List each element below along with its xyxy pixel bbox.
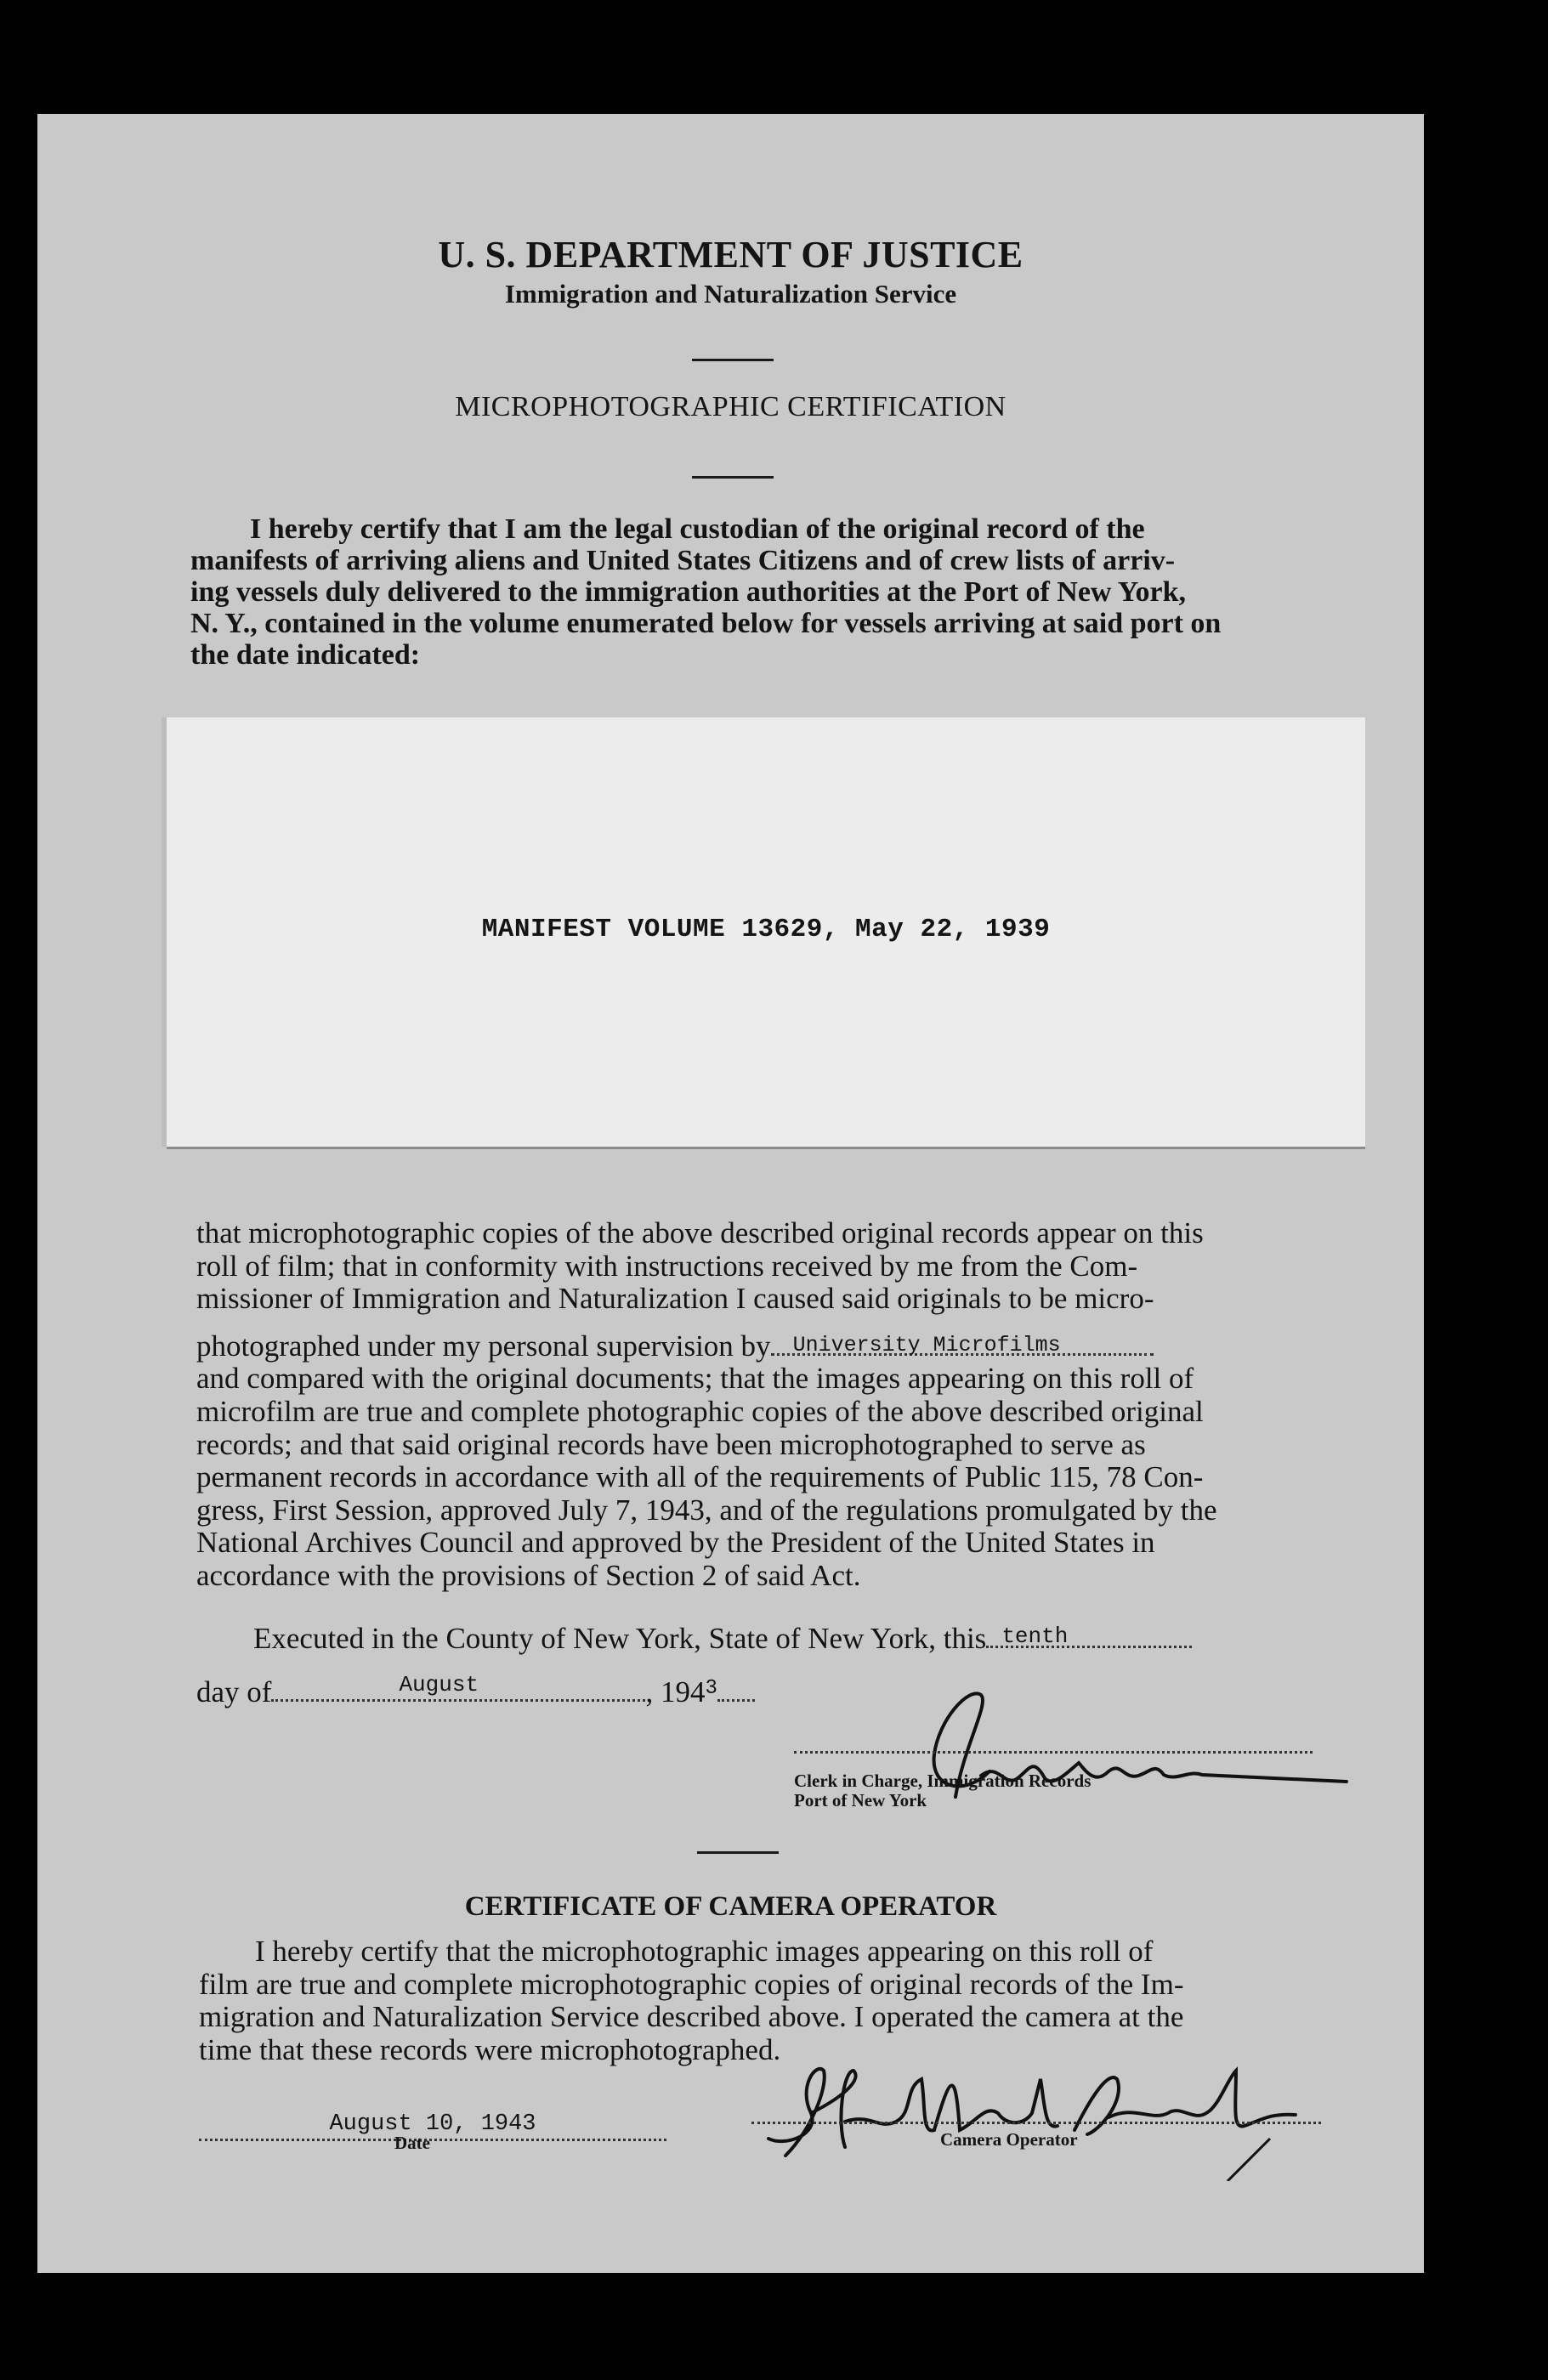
body-line: that microphotographic copies of the above described original records appear on this — [196, 1216, 1204, 1250]
camera-line: time that these records were microphotographed. — [199, 2032, 781, 2066]
intro-paragraph — [190, 513, 1279, 671]
day-value: tenth — [1001, 1624, 1069, 1649]
year-prefix: , 194 — [645, 1675, 706, 1708]
body-line: permanent records in accordance with all of the requirements of Public 115, 78 Con- — [196, 1460, 1204, 1494]
manifest-slip — [167, 717, 1365, 1147]
date-label: Date — [394, 2133, 430, 2153]
certificate-sheet — [37, 114, 1424, 2273]
body-line: National Archives Council and approved by the President of the United States in — [196, 1526, 1155, 1560]
service-subheading: Immigration and Naturalization Service — [504, 279, 957, 309]
operator-signature-line — [751, 2122, 1321, 2124]
operator-label: Camera Operator — [940, 2129, 1078, 2150]
body-paragraph — [196, 1217, 1318, 1593]
day-of-label: day of — [196, 1675, 272, 1708]
intro-line: manifests of arriving aliens and United States Citizens and of crew lists of arriv- — [190, 545, 1176, 576]
camera-line: migration and Naturalization Service described above. I operated the camera at the — [199, 2000, 1184, 2034]
camera-line: I hereby certify that the microphotographic images appearing on this roll of — [255, 1935, 1154, 1968]
intro-line: the date indicated: — [190, 639, 421, 671]
execution-prefix: Executed in the County of New York, State of New York, this — [253, 1622, 987, 1655]
supervisor-field — [771, 1328, 1154, 1356]
supervisor-value: University Microfilms — [792, 1332, 1061, 1357]
supervision-line — [196, 1328, 1318, 1363]
day-field — [986, 1620, 1192, 1648]
clerk-location: Port of New York — [794, 1790, 927, 1810]
body-line: roll of film; that in conformity with instructions received by me from the Com- — [196, 1249, 1138, 1283]
divider — [697, 1851, 779, 1854]
clerk-caption — [794, 1771, 1091, 1810]
divider — [692, 359, 774, 361]
body-line: gress, First Session, approved July 7, 1943, and of the regulations promulgated by the — [196, 1493, 1217, 1527]
date-field — [199, 2111, 666, 2141]
year-digit: 3 — [705, 1677, 717, 1700]
body-line: and compared with the original documents; that the images appearing on this roll of — [196, 1362, 1194, 1396]
manifest-volume-text: MANIFEST VOLUME 13629, May 22, 1939 — [481, 915, 1051, 944]
month-field — [271, 1674, 645, 1702]
intro-line: ing vessels duly delivered to the immigration authorities at the Port of New York, — [190, 576, 1186, 608]
body-line: accordance with the provisions of Section 2 of said Act. — [196, 1558, 861, 1592]
operator-signature — [751, 2054, 1330, 2181]
supervision-prefix: photographed under my personal supervision by — [196, 1329, 771, 1363]
clerk-signature-line — [794, 1751, 1313, 1754]
month-value: August — [399, 1672, 479, 1697]
body-line: missioner of Immigration and Naturalization I caused said originals to be micro- — [196, 1282, 1154, 1316]
camera-paragraph — [199, 1935, 1319, 2066]
intro-line: N. Y., contained in the volume enumerated below for vessels arriving at said port on — [190, 608, 1222, 639]
camera-line: film are true and complete microphotographic copies of original records of the Im- — [199, 1967, 1184, 2001]
clerk-title: Clerk in Charge, Immigration Records — [794, 1771, 1092, 1791]
clerk-signature — [853, 1669, 1364, 1865]
date-value: August 10, 1943 — [329, 2111, 536, 2137]
department-heading: U. S. DEPARTMENT OF JUSTICE — [438, 234, 1023, 275]
body-line: microfilm are true and complete photographic copies of the above described original — [196, 1394, 1204, 1428]
body-line: records; and that said original records have been microphotographed to serve as — [196, 1427, 1146, 1461]
intro-line: I hereby certify that I am the legal custodian of the original record of the — [250, 513, 1145, 545]
certification-title: MICROPHOTOGRAPHIC CERTIFICATION — [455, 391, 1006, 422]
camera-certificate-title: CERTIFICATE OF CAMERA OPERATOR — [464, 1891, 997, 1922]
execution-line — [253, 1620, 1324, 1656]
divider — [692, 476, 774, 479]
date-line — [196, 1674, 755, 1714]
year-dots — [717, 1699, 755, 1702]
